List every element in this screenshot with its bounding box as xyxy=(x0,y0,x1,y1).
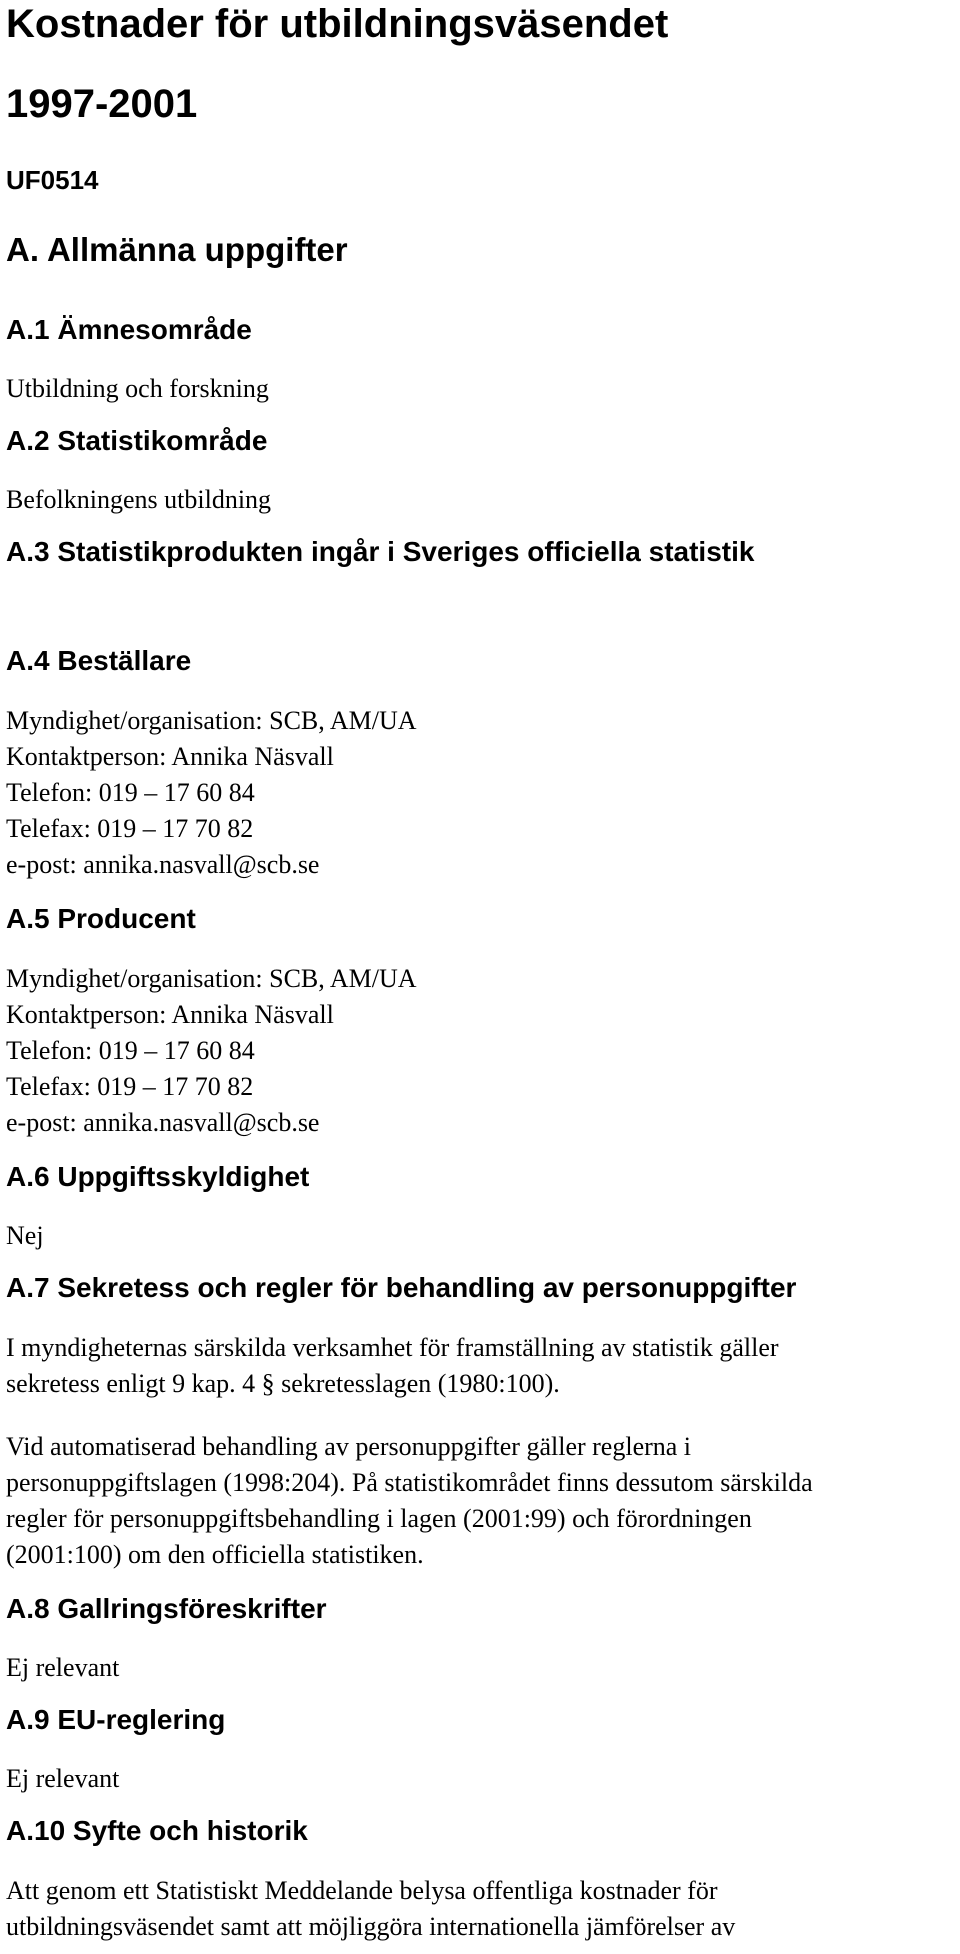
a2-heading: A.2 Statistikområde xyxy=(6,425,268,456)
a9-heading: A.9 EU-reglering xyxy=(6,1704,226,1735)
a7-para2-line4: (2001:100) om den officiella statistiken. xyxy=(6,1540,424,1569)
a2-value: Befolkningens utbildning xyxy=(6,485,272,514)
a4-fax: Telefax: 019 – 17 70 82 xyxy=(6,814,254,843)
a3-heading: A.3 Statistikprodukten ingår i Sveriges officiella statistik xyxy=(6,536,755,567)
product-code: UF0514 xyxy=(6,165,99,195)
document-title: Kostnader för utbildningsväsendet xyxy=(6,2,669,46)
a4-org: Myndighet/organisation: SCB, AM/UA xyxy=(6,706,417,735)
a7-para1-line1: I myndigheternas särskilda verksamhet för framställning av statistik gäller xyxy=(6,1333,779,1362)
a8-value: Ej relevant xyxy=(6,1653,120,1682)
a5-org: Myndighet/organisation: SCB, AM/UA xyxy=(6,964,417,993)
a4-heading: A.4 Beställare xyxy=(6,645,192,676)
a4-contact: Kontaktperson: Annika Näsvall xyxy=(6,742,334,771)
a10-heading: A.10 Syfte och historik xyxy=(6,1815,308,1846)
a4-email: e-post: annika.nasvall@scb.se xyxy=(6,850,320,879)
a1-value: Utbildning och forskning xyxy=(6,374,269,403)
document-period: 1997-2001 xyxy=(6,82,198,126)
a1-heading: A.1 Ämnesområde xyxy=(6,314,252,345)
a10-line1: Att genom ett Statistiskt Meddelande belysa offentliga kostnader för xyxy=(6,1876,718,1905)
a6-heading: A.6 Uppgiftsskyldighet xyxy=(6,1161,310,1192)
a5-email: e-post: annika.nasvall@scb.se xyxy=(6,1108,320,1137)
a5-contact: Kontaktperson: Annika Näsvall xyxy=(6,1000,334,1029)
a7-para1-line2: sekretess enligt 9 kap. 4 § sekretesslagen (1980:100). xyxy=(6,1369,560,1398)
a6-value: Nej xyxy=(6,1221,44,1250)
a4-phone: Telefon: 019 – 17 60 84 xyxy=(6,778,255,807)
a10-line2: utbildningsväsendet samt att möjliggöra internationella jämförelser av xyxy=(6,1912,736,1941)
a9-value: Ej relevant xyxy=(6,1764,120,1793)
a5-heading: A.5 Producent xyxy=(6,903,196,934)
a7-heading: A.7 Sekretess och regler för behandling av personuppgifter xyxy=(6,1272,797,1303)
a8-heading: A.8 Gallringsföreskrifter xyxy=(6,1593,327,1624)
section-a-heading: A. Allmänna uppgifter xyxy=(6,231,348,268)
a7-para2-line1: Vid automatiserad behandling av personuppgifter gäller reglerna i xyxy=(6,1432,692,1461)
a5-phone: Telefon: 019 – 17 60 84 xyxy=(6,1036,255,1065)
a7-para2-line3: regler för personuppgiftsbehandling i lagen (2001:99) och förordningen xyxy=(6,1504,752,1533)
a7-para2-line2: personuppgiftslagen (1998:204). På statistikområdet finns dessutom särskilda xyxy=(6,1468,813,1497)
a5-fax: Telefax: 019 – 17 70 82 xyxy=(6,1072,254,1101)
